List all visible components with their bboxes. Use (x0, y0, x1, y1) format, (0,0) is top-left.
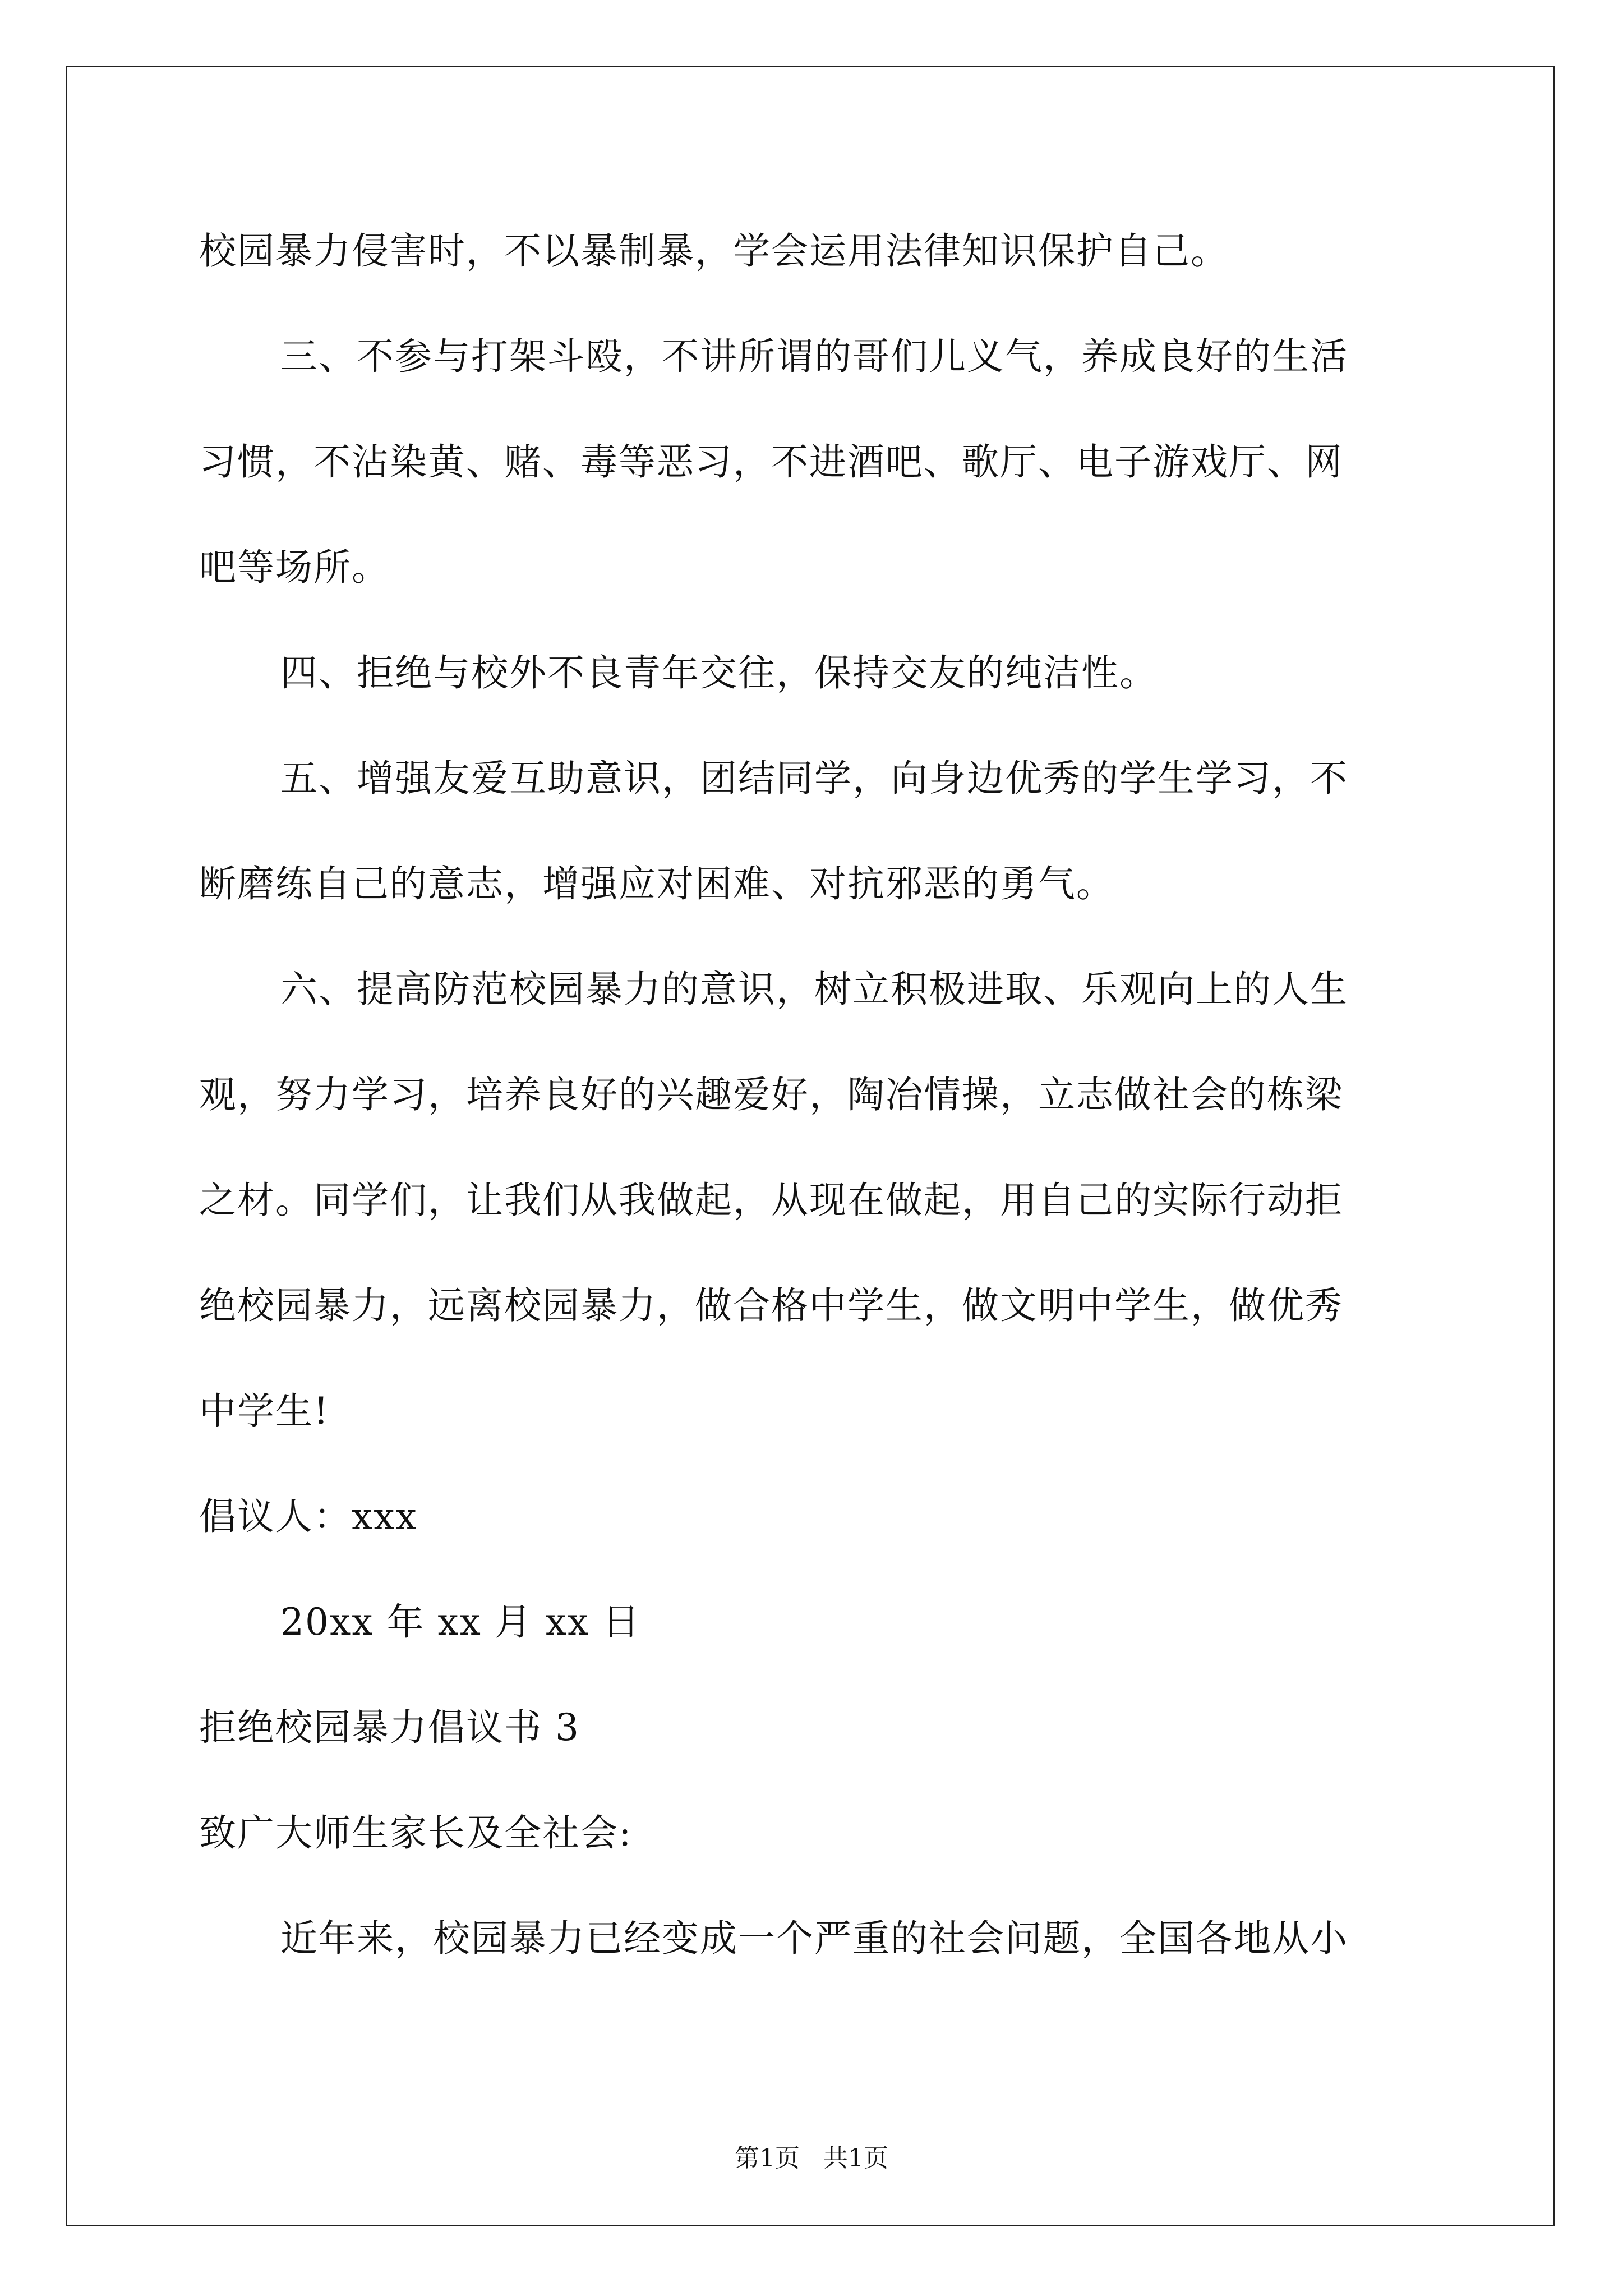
paragraph-6-line-5: 中学生! (199, 1389, 330, 1433)
section-title: 拒绝校园暴力倡议书 3 (199, 1706, 580, 1749)
paragraph-4-line-1: 四、拒绝与校外不良青年交往，保持交友的纯洁性。 (280, 651, 1158, 694)
page-footer: 第1页 共1页 (735, 2144, 888, 2173)
body-line-1: 校园暴力侵害时，不以暴制暴，学会运用法律知识保护自己。 (199, 229, 1229, 273)
paragraph-6-line-1: 六、提高防范校园暴力的意识，树立积极进取、乐观向上的人生 (280, 968, 1348, 1011)
paragraph-5-line-2: 断磨练自己的意志，增强应对困难、对抗邪恶的勇气。 (199, 862, 1114, 905)
paragraph-6-line-2: 观，努力学习，培养良好的兴趣爱好，陶冶情操，立志做社会的栋梁 (199, 1073, 1343, 1116)
salutation: 致广大师生家长及全社会: (199, 1811, 633, 1855)
date-line: 20xx 年 xx 月 xx 日 (280, 1600, 641, 1644)
paragraph-3-line-3: 吧等场所。 (199, 546, 390, 589)
paragraph-5-line-1: 五、增强友爱互助意识，团结同学，向身边优秀的学生学习，不 (280, 757, 1348, 800)
paragraph-3-line-1: 三、不参与打架斗殴，不讲所谓的哥们儿义气，养成良好的生活 (280, 335, 1348, 378)
page-border (66, 66, 1555, 2226)
intro-line-1: 近年来，校园暴力已经变成一个严重的社会问题，全国各地从小 (280, 1917, 1348, 1960)
paragraph-6-line-3: 之材。同学们，让我们从我做起，从现在做起，用自己的实际行动拒 (199, 1179, 1343, 1222)
paragraph-3-line-2: 习惯，不沾染黄、赌、毒等恶习，不进酒吧、歌厅、电子游戏厅、网 (199, 440, 1343, 484)
signatory-line: 倡议人：xxx (199, 1495, 418, 1538)
paragraph-6-line-4: 绝校园暴力，远离校园暴力，做合格中学生，做文明中学生，做优秀 (199, 1284, 1343, 1327)
